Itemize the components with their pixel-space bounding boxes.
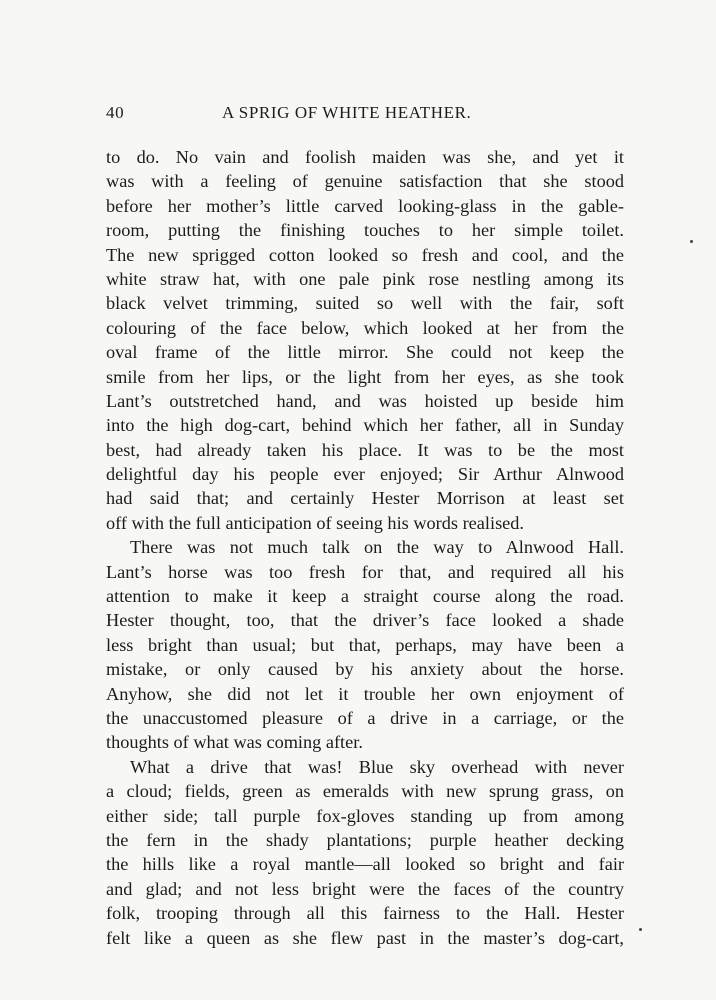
print-speck — [639, 928, 642, 931]
text-line: white straw hat, with one pale pink rose nestling among its — [106, 268, 624, 289]
text-line: Hester thought, too, that the driver’s face looked a shade — [106, 610, 624, 631]
text-line: attention to make it keep a straight course along the road. — [106, 586, 624, 607]
text-line: felt like a queen as she flew past in the master’s dog-cart, — [106, 927, 624, 948]
text-line: The new sprigged cotton looked so fresh and cool, and the — [106, 244, 624, 265]
text-line: a cloud; fields, green as emeralds with new sprung grass, on — [106, 781, 624, 802]
text-line: the fern in the shady plantations; purple heather decking — [106, 829, 624, 850]
text-line: the unaccustomed pleasure of a drive in a carriage, or the — [106, 707, 624, 728]
text-line: best, had already taken his place. It was to be the most — [106, 439, 624, 460]
text-line: delightful day his people ever enjoyed; Sir Arthur Alnwood — [106, 464, 624, 485]
text-line: oval frame of the little mirror. She could not keep the — [106, 342, 624, 363]
text-line: either side; tall purple fox-gloves standing up from among — [106, 805, 624, 826]
text-line: Anyhow, she did not let it trouble her own enjoyment of — [106, 683, 624, 704]
text-line: room, putting the finishing touches to her simple toilet. — [106, 220, 624, 241]
text-line: before her mother’s little carved looking-glass in the gable- — [106, 195, 624, 216]
paragraph-start-line: There was not much talk on the way to Alnwood Hall. — [130, 537, 624, 558]
text-line: had said that; and certainly Hester Morrison at least set — [106, 488, 624, 509]
text-line: the hills like a royal mantle—all looked so bright and fair — [106, 854, 624, 875]
body-text — [106, 145, 624, 950]
text-line: smile from her lips, or the light from her eyes, as she took — [106, 366, 624, 387]
running-title: A SPRIG OF WHITE HEATHER. — [222, 103, 472, 122]
text-line: folk, trooping through all this fairness to the Hall. Hester — [106, 903, 624, 924]
paragraph-start-line: What a drive that was! Blue sky overhead with never — [130, 756, 624, 777]
paragraph-end-line: thoughts of what was coming after. — [106, 732, 363, 753]
text-line: was with a feeling of genuine satisfaction that she stood — [106, 171, 624, 192]
running-head — [106, 103, 626, 129]
paragraph-end-line: off with the full anticipation of seeing his words realised. — [106, 512, 525, 533]
text-line: Lant’s outstretched hand, and was hoisted up beside him — [106, 390, 624, 411]
text-line: and glad; and not less bright were the faces of the country — [106, 878, 624, 899]
text-line: colouring of the face below, which looked at her from the — [106, 317, 624, 338]
text-line: less bright than usual; but that, perhaps, may have been a — [106, 634, 624, 655]
page-number: 40 — [106, 103, 125, 122]
text-line: to do. No vain and foolish maiden was she, and yet it — [106, 147, 624, 167]
text-line: mistake, or only caused by his anxiety about the horse. — [106, 659, 624, 680]
text-line: Lant’s horse was too fresh for that, and required all his — [106, 561, 624, 582]
text-line: into the high dog-cart, behind which her father, all in Sunday — [106, 415, 624, 436]
text-line: black velvet trimming, suited so well with the fair, soft — [106, 293, 624, 314]
print-speck — [690, 240, 693, 243]
